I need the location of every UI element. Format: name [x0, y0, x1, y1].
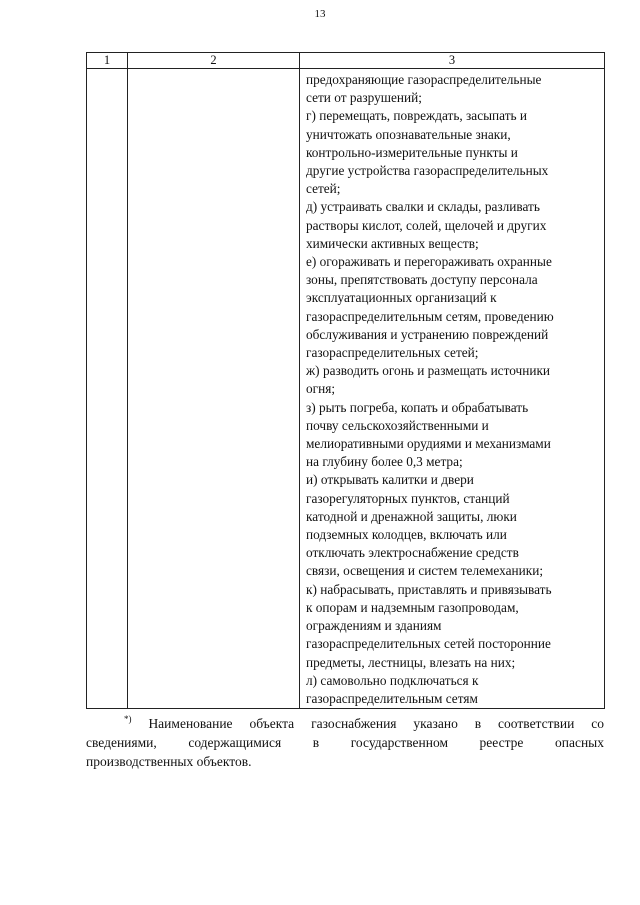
text-line: сетей; [306, 181, 341, 197]
text-line: обслуживания и устранению повреждений [306, 326, 549, 342]
page-number: 13 [314, 8, 326, 20]
text-line: е) огораживать и перегораживать охранные [306, 254, 552, 270]
text-line: ограждениям и зданиям [306, 618, 442, 634]
footnote-text-1: Наименование объекта газоснабжения указано в соответствии со [148, 716, 605, 731]
text-line: к) набрасывать, приставлять и привязывать [306, 581, 552, 597]
text-line: связи, освещения и систем телемеханики; [306, 563, 544, 579]
footnote-line-2: сведениями, содержащимися в государственном реестре опасных [86, 735, 604, 750]
text-line: химически активных веществ; [306, 235, 479, 251]
text-line: газораспределительных сетей; [306, 345, 479, 361]
text-line: предметы, лестницы, влезать на них; [306, 654, 516, 670]
text-line: газорегуляторных пунктов, станций [306, 490, 510, 506]
text-line: газораспределительным сетям, проведению [306, 308, 554, 324]
column-header-2: 2 [128, 53, 300, 69]
restrictions-table [86, 52, 605, 709]
text-line: сети от разрушений; [306, 90, 422, 106]
text-line: катодной и дренажной защиты, люки [306, 508, 517, 524]
text-line: газораспределительным сетям [306, 690, 478, 706]
text-line: отключать электроснабжение средств [306, 545, 519, 561]
text-line: газораспределительных сетей посторонние [306, 636, 551, 652]
text-line: л) самовольно подключаться к [306, 672, 479, 688]
text-line: мелиоративными орудиями и механизмами [306, 436, 551, 452]
text-line: растворы кислот, солей, щелочей и других [306, 217, 547, 233]
text-line: ж) разводить огонь и размещать источники [306, 363, 551, 379]
column-header-1: 1 [87, 53, 128, 69]
cell-col-1 [87, 69, 128, 709]
text-line: зоны, препятствовать доступу персонала [306, 272, 538, 288]
cell-col-2 [128, 69, 300, 709]
footnote-line-3: производственных объектов. [86, 754, 252, 769]
text-line: на глубину более 0,3 метра; [306, 454, 463, 470]
table-row [87, 69, 605, 709]
text-line: огня; [306, 381, 336, 397]
text-line: другие устройства газораспределительных [306, 163, 549, 179]
text-line: подземных колодцев, включать или [306, 527, 507, 543]
text-line: уничтожать опознавательные знаки, [306, 126, 511, 142]
text-line: контрольно-измерительные пункты и [306, 144, 518, 160]
text-line: предохраняющие газораспределительные [306, 72, 542, 87]
text-line: з) рыть погреба, копать и обрабатывать [306, 399, 529, 415]
footnote-marker: *) [124, 714, 132, 724]
restrictions-text [300, 69, 604, 708]
cell-col-3 [300, 69, 605, 709]
text-line: д) устраивать свалки и склады, разливать [306, 199, 540, 215]
column-header-3: 3 [300, 53, 605, 69]
footnote [86, 710, 604, 771]
table-header-row [87, 53, 605, 69]
text-line: г) перемещать, повреждать, засыпать и [306, 108, 528, 124]
text-line: к опорам и надземным газопроводам, [306, 599, 519, 615]
text-line: эксплуатационных организаций к [306, 290, 497, 306]
text-line: почву сельскохозяйственными и [306, 417, 489, 433]
footnote-line-1 [86, 710, 604, 733]
text-line: и) открывать калитки и двери [306, 472, 474, 488]
